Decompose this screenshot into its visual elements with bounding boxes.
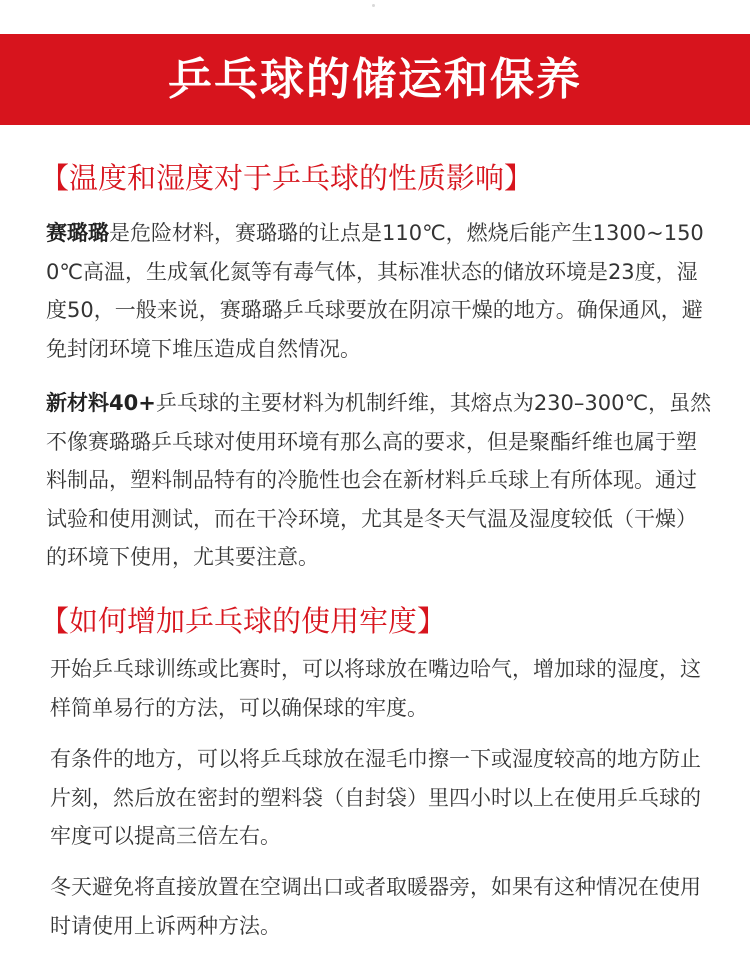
paragraph-celluloid (46, 214, 716, 368)
paragraph-new-material-keyword: 新材料40+ (46, 391, 156, 415)
paragraph-winter-storage: 冬天避免将直接放置在空调出口或者取暖器旁，如果有这种情况在使用时请使用上诉两种方法。 (50, 875, 701, 938)
paragraph-celluloid-keyword: 赛璐璐 (46, 221, 109, 245)
paragraph-breathe-on-ball: 开始乒乓球训练或比赛时，可以将球放在嘴边哈气，增加球的湿度，这样简单易行的方法，可以确保球的牢度。 (50, 657, 701, 720)
page-title: 乒乓球的储运和保养 (168, 54, 582, 105)
paragraph-new-material (46, 384, 716, 577)
paragraph-wet-towel: 有条件的地方，可以将乒乓球放在湿毛巾擦一下或湿度较高的地方防止片刻，然后放在密封的塑料袋（自封袋）里四小时以上在使用乒乓球的牢度可以提高三倍左右。 (50, 747, 701, 849)
paragraph-new-material-text: 乒乓球的主要材料为机制纤维，其熔点为230–300℃，虽然不像赛璐璐乒乓球对使用环境有那么高的要求，但是聚酯纤维也属于塑料制品，塑料制品特有的冷脆性也会在新材料乒乓球上有所体现。通过试验和使用测试，而在干冷环境，尤其是冬天气温及湿度较低（干燥）的环境下使用，尤其要注意。 (46, 391, 712, 570)
top-decor-dot (372, 4, 375, 7)
paragraph-celluloid-text: 是危险材料，赛璐璐的让点是110℃，燃烧后能产生1300~1500℃高温，生成氧化氮等有毒气体，其标准状态的储放环境是23度，湿度50，一般来说，赛璐璐乒乓球要放在阴凉干燥的地方。确保通风，避免封闭环境下堆压造成自然情况。 (46, 221, 704, 361)
section-heading-durability: 【如何增加乒乓球的使用牢度】 (40, 604, 447, 638)
title-banner (0, 34, 750, 125)
section-heading-temperature-humidity: 【温度和湿度对于乒乓球的性质影响】 (40, 161, 534, 195)
